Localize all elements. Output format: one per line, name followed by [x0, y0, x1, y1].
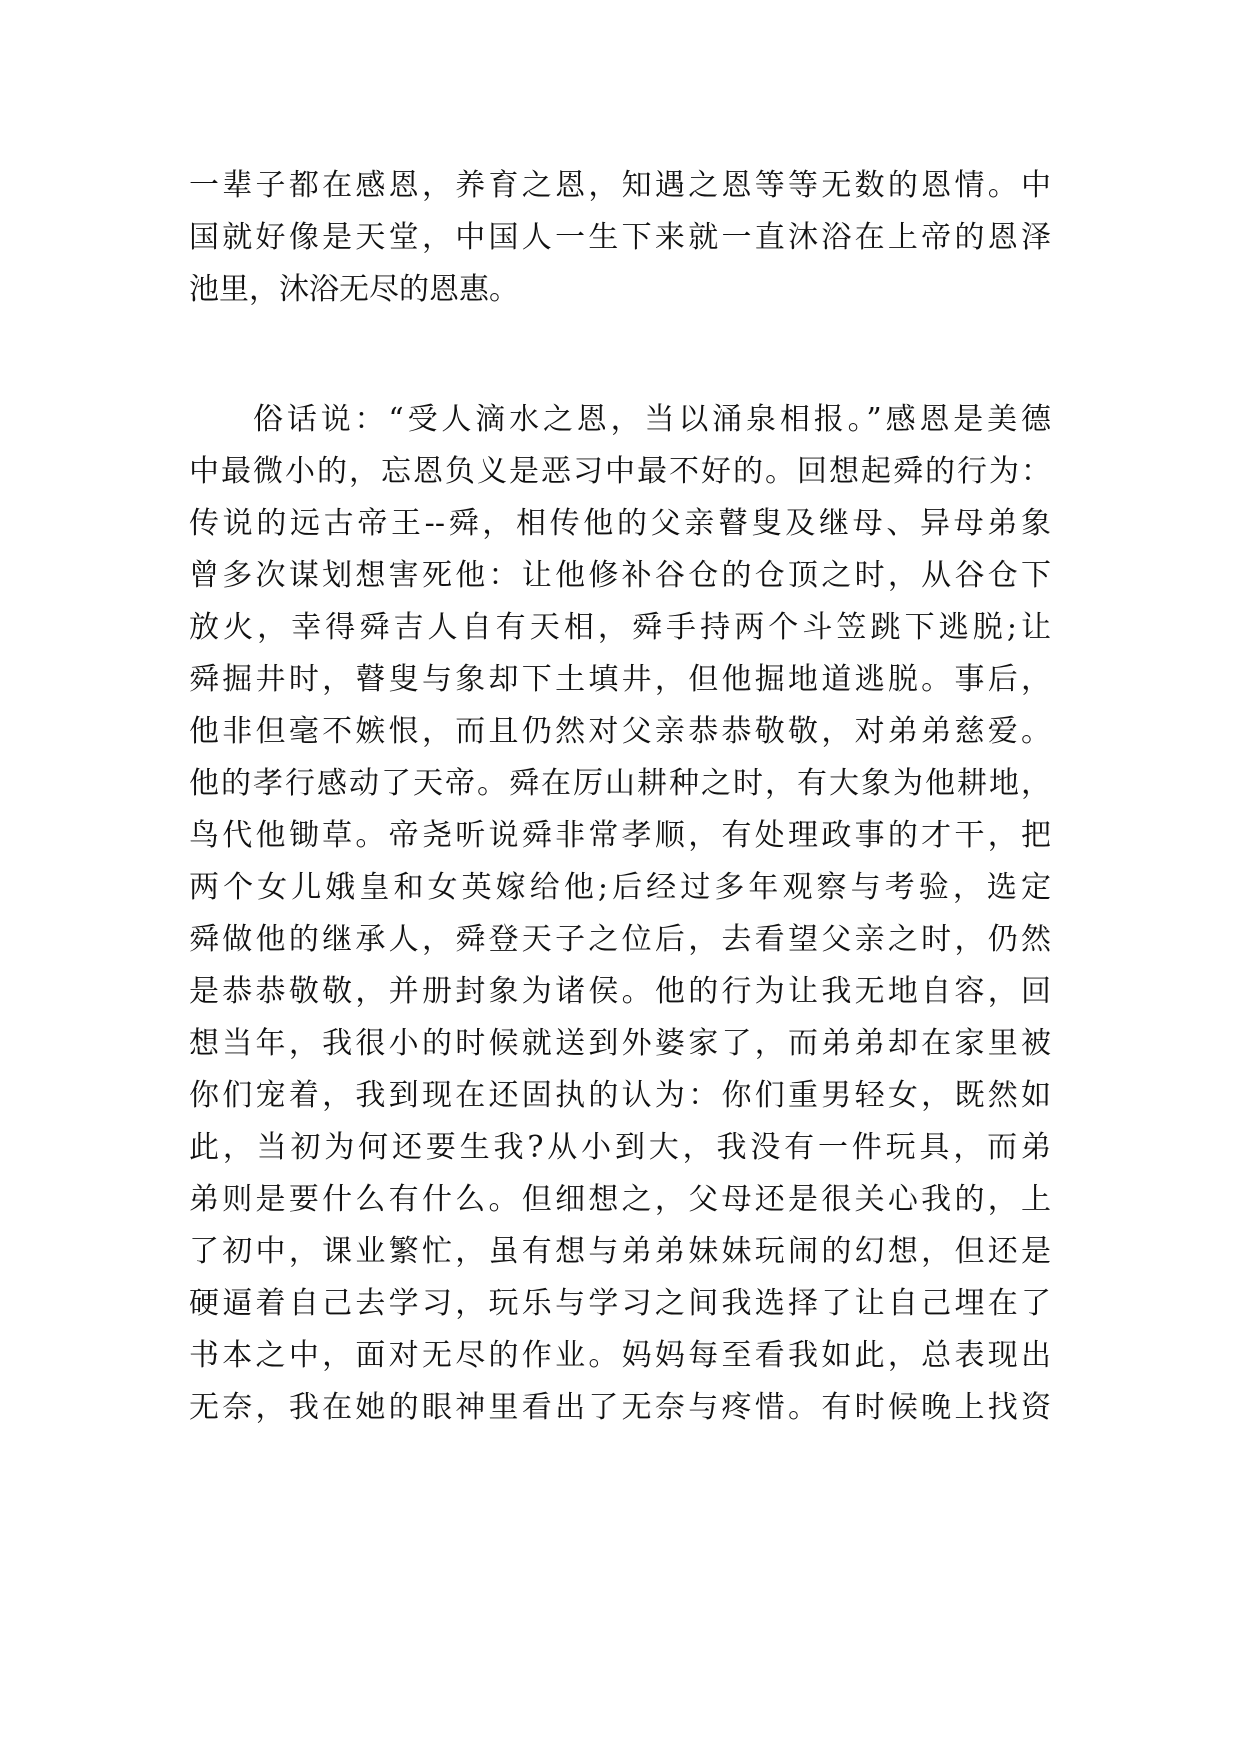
- text-line: 此，当初为何还要生我?从小到大，我没有一件玩具，而弟: [189, 1130, 1051, 1165]
- text-line: 一辈子都在感恩，养育之恩，知遇之恩等等无数的恩情。中: [189, 168, 1051, 203]
- text-line: 曾多次谋划想害死他：让他修补谷仓的仓顶之时，从谷仓下: [189, 558, 1051, 593]
- text-line: 鸟代他锄草。帝尧听说舜非常孝顺，有处理政事的才干，把: [189, 818, 1051, 853]
- paragraph-2: [189, 394, 1051, 1434]
- text-line: 无奈，我在她的眼神里看出了无奈与疼惜。有时候晚上找资: [189, 1390, 1051, 1425]
- text-line: 硬逼着自己去学习，玩乐与学习之间我选择了让自己埋在了: [189, 1286, 1051, 1321]
- text-line: 放火，幸得舜吉人自有天相，舜手持两个斗笠跳下逃脱;让: [189, 610, 1051, 645]
- text-line: 舜掘井时，瞽叟与象却下土填井，但他掘地道逃脱。事后，: [189, 662, 1051, 697]
- text-line: 国就好像是天堂，中国人一生下来就一直沐浴在上帝的恩泽: [189, 220, 1051, 255]
- text-line: 了初中，课业繁忙，虽有想与弟弟妹妹玩闹的幻想，但还是: [189, 1234, 1051, 1269]
- text-line: 他的孝行感动了天帝。舜在厉山耕种之时，有大象为他耕地，: [189, 766, 1051, 801]
- text-line: 池里，沐浴无尽的恩惠。: [189, 272, 519, 307]
- text-line: 舜做他的继承人，舜登天子之位后，去看望父亲之时，仍然: [189, 922, 1051, 957]
- paragraph-1: [189, 160, 1051, 316]
- text-line: 他非但毫不嫉恨，而且仍然对父亲恭恭敬敬，对弟弟慈爱。: [189, 714, 1051, 749]
- text-line: 是恭恭敬敬，并册封象为诸侯。他的行为让我无地自容，回: [189, 974, 1051, 1009]
- text-line: 中最微小的，忘恩负义是恶习中最不好的。回想起舜的行为：: [189, 454, 1051, 489]
- text-line: 弟则是要什么有什么。但细想之，父母还是很关心我的，上: [189, 1182, 1051, 1217]
- text-line: 你们宠着，我到现在还固执的认为：你们重男轻女，既然如: [189, 1078, 1051, 1113]
- text-line: 传说的远古帝王--舜，相传他的父亲瞽叟及继母、异母弟象: [189, 506, 1051, 541]
- text-line: 俗话说：“受人滴水之恩，当以涌泉相报。”感恩是美德: [253, 402, 1051, 437]
- text-line: 想当年，我很小的时候就送到外婆家了，而弟弟却在家里被: [189, 1026, 1051, 1061]
- text-line: 书本之中，面对无尽的作业。妈妈每至看我如此，总表现出: [189, 1338, 1051, 1373]
- text-line: 两个女儿娥皇和女英嫁给他;后经过多年观察与考验，选定: [189, 870, 1051, 905]
